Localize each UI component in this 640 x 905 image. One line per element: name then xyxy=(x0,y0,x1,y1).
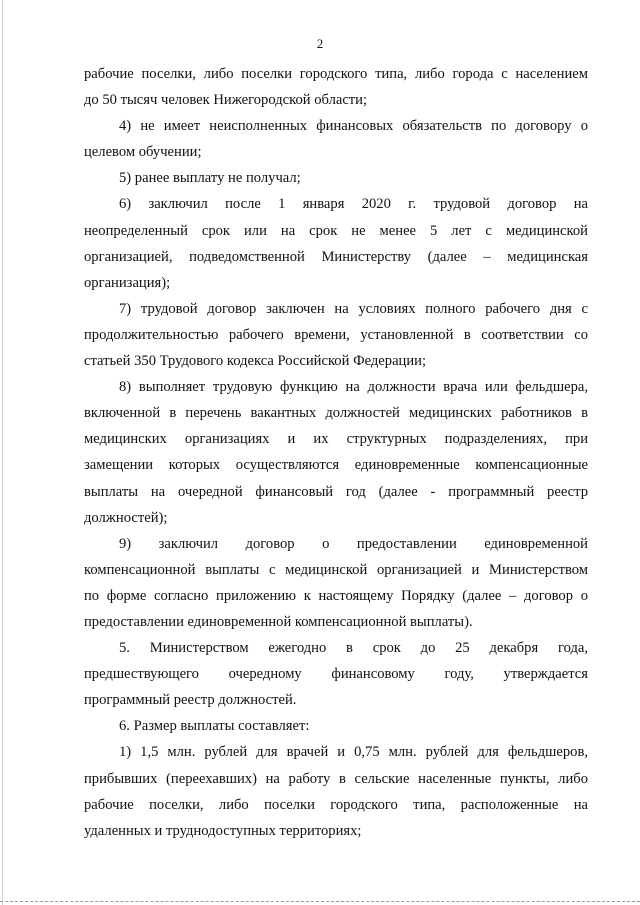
paragraph-section-5 xyxy=(84,635,588,713)
paragraph-item-6 xyxy=(84,191,588,295)
text-line: 6. Размер выплаты составляет: xyxy=(119,718,310,735)
text-line: 1) 1,5 млн. рублей для врачей и 0,75 млн. рублей для фельдшеров, xyxy=(119,744,588,761)
paragraph-item-7 xyxy=(84,296,588,374)
text-line: организацией, подведомственной Министерству (далее – медицинская xyxy=(84,248,588,265)
text-line: должностей); xyxy=(84,509,168,526)
text-line: по форме согласно приложению к настоящему Порядку (далее – договор о xyxy=(84,587,588,604)
text-line: включенной в перечень вакантных должностей медицинских работников в xyxy=(84,405,588,422)
paragraph-item-4 xyxy=(84,113,588,165)
text-line: удаленных и труднодоступных территориях; xyxy=(84,822,362,839)
document-body xyxy=(84,61,588,844)
text-line: 5. Министерством ежегодно в срок до 25 декабря года, xyxy=(119,640,588,657)
page-number: 2 xyxy=(316,36,324,51)
scan-bottom-edge xyxy=(0,901,640,902)
text-line: организация); xyxy=(84,274,171,291)
text-line: компенсационной выплаты с медицинской организацией и Министерством xyxy=(84,561,588,578)
scan-left-edge xyxy=(2,0,3,905)
paragraph-section-6-item-1 xyxy=(84,739,588,843)
paragraph-section-6 xyxy=(84,713,588,739)
text-line: 9) заключил договор о предоставлении единовременной xyxy=(119,535,588,552)
text-line: предоставлении единовременной компенсационной выплаты). xyxy=(84,613,473,630)
text-line: прибывших (переехавших) на работу в сельские населенные пункты, либо xyxy=(84,770,588,787)
text-line: 6) заключил после 1 января 2020 г. трудовой договор на xyxy=(119,196,588,213)
text-line: программный реестр должностей. xyxy=(84,692,297,709)
paragraph-continuation xyxy=(84,61,588,113)
paragraph-item-5 xyxy=(84,165,588,191)
text-line: предшествующего очередному финансовому году, утверждается xyxy=(84,666,588,683)
text-line: неопределенный срок или на срок не менее 5 лет с медицинской xyxy=(84,222,588,239)
text-line: рабочие поселки, либо поселки городского типа, либо города с населением xyxy=(84,66,588,82)
text-line: продолжительностью рабочего времени, установленной в соответствии со xyxy=(84,326,588,343)
text-line: 8) выполняет трудовую функцию на должности врача или фельдшера, xyxy=(119,379,588,396)
text-line: медицинских организациях и их структурных подразделениях, при xyxy=(84,431,588,448)
text-line: до 50 тысяч человек Нижегородской области; xyxy=(84,92,368,109)
text-line: рабочие поселки, либо поселки городского типа, расположенные на xyxy=(84,796,588,813)
text-line: выплаты на очередной финансовый год (далее - программный реестр xyxy=(84,483,588,500)
text-line: 7) трудовой договор заключен на условиях полного рабочего дня с xyxy=(119,300,588,317)
text-line: статьей 350 Трудового кодекса Российской Федерации; xyxy=(84,353,427,370)
text-line: 4) не имеет неисполненных финансовых обязательств по договору о xyxy=(119,118,588,135)
text-line: целевом обучении; xyxy=(84,144,202,161)
text-line: 5) ранее выплату не получал; xyxy=(119,170,301,187)
text-line: замещении которых осуществляются единовременные компенсационные xyxy=(84,457,588,474)
paragraph-item-9 xyxy=(84,531,588,635)
paragraph-item-8 xyxy=(84,374,588,531)
